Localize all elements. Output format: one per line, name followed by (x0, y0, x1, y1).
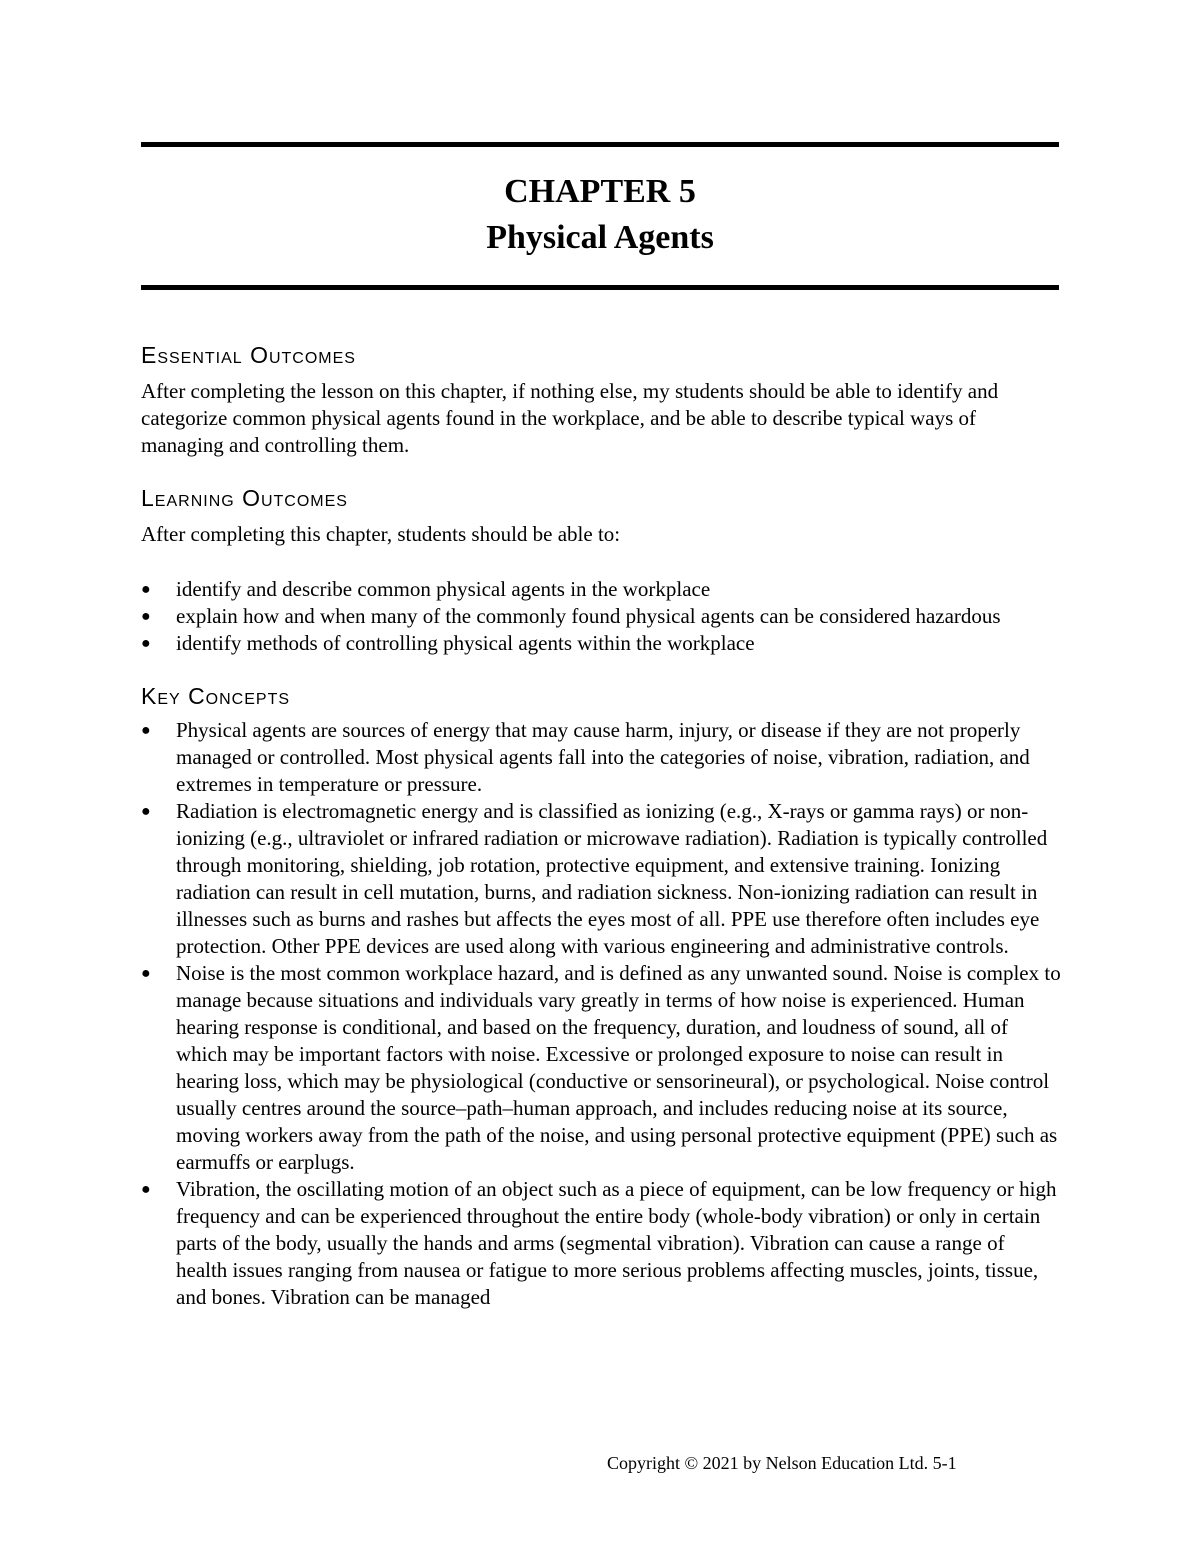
bullet-icon: ● (141, 581, 151, 598)
list-item: ● Physical agents are sources of energy that may cause harm, injury, or disease if they are not properly managed or controlled. Most physical agents fall into the categories of noise, vibration, radiation, and extremes in temperature or pressure. (141, 718, 1030, 796)
bullet-icon: ● (141, 803, 151, 820)
bullet-icon: ● (141, 608, 151, 625)
chapter-content (141, 338, 1061, 1311)
list-item: ● identify and describe common physical agents in the workplace (141, 577, 711, 601)
learning-outcomes-list (141, 576, 1061, 657)
chapter-number: CHAPTER 5 (504, 173, 696, 210)
list-item: ● identify methods of controlling physical agents within the workplace (141, 631, 755, 655)
learning-outcomes-intro: After completing this chapter, students should be able to: (141, 522, 621, 546)
learning-outcomes-heading: Learning Outcomes (141, 485, 348, 511)
bullet-icon: ● (141, 722, 151, 739)
chapter-title: Physical Agents (486, 219, 714, 256)
essential-outcomes-text: After completing the lesson on this chapter, if nothing else, my students should be able to identify and categorize common physical agents found in the workplace, and be able to describe typical ways of managing and controlling them. (141, 379, 999, 457)
list-item: ● Radiation is electromagnetic energy and is classified as ionizing (e.g., X-rays or gamma rays) or non-ionizing (e.g., ultraviolet or infrared radiation or microwave radiation). Radiation is typically controlled through monitoring, shielding, job rotation, protective equipment, and extensive training. Ionizing radiation can result in cell mutation, burns, and radiation sickness. Non-ionizing radiation can result in illnesses such as burns and rashes but affects the eyes most of all. PPE use therefore often includes eye protection. Other PPE devices are used along with various engineering and administrative controls. (141, 799, 1048, 958)
list-item: ● explain how and when many of the commonly found physical agents can be considered hazardous (141, 604, 1001, 628)
top-rule (141, 142, 1059, 147)
list-item: ● Vibration, the oscillating motion of an object such as a piece of equipment, can be low frequency or high frequency and can be experienced throughout the entire body (whole-body vibration) or only in certain parts of the body, usually the hands and arms (segmental vibration). Vibration can cause a range of health issues ranging from nausea or fatigue to more serious problems affecting muscles, joints, tissue, and bones. Vibration can be managed (141, 1177, 1057, 1309)
key-concepts-heading: Key Concepts (141, 683, 291, 709)
essential-outcomes-heading: Essential Outcomes (141, 342, 356, 368)
bullet-icon: ● (141, 635, 151, 652)
bullet-icon: ● (141, 965, 151, 982)
bullet-icon: ● (141, 1181, 151, 1198)
page-footer: Copyright © 2021 by Nelson Education Ltd. 5-1 (607, 1453, 957, 1473)
list-item: ● Noise is the most common workplace hazard, and is defined as any unwanted sound. Noise is complex to manage because situations and individuals vary greatly in terms of how noise is experienced. Human hearing response is conditional, and based on the frequency, duration, and loudness of sound, all of which may be important factors with noise. Excessive or prolonged exposure to noise can result in hearing loss, which may be physiological (conductive or sensorineural), or psychological. Noise control usually centres around the source–path–human approach, and includes reducing noise at its source, moving workers away from the path of the noise, and using personal protective equipment (PPE) such as earmuffs or earplugs. (141, 961, 1061, 1174)
bottom-rule (141, 285, 1059, 290)
key-concepts-list (141, 717, 1061, 1311)
